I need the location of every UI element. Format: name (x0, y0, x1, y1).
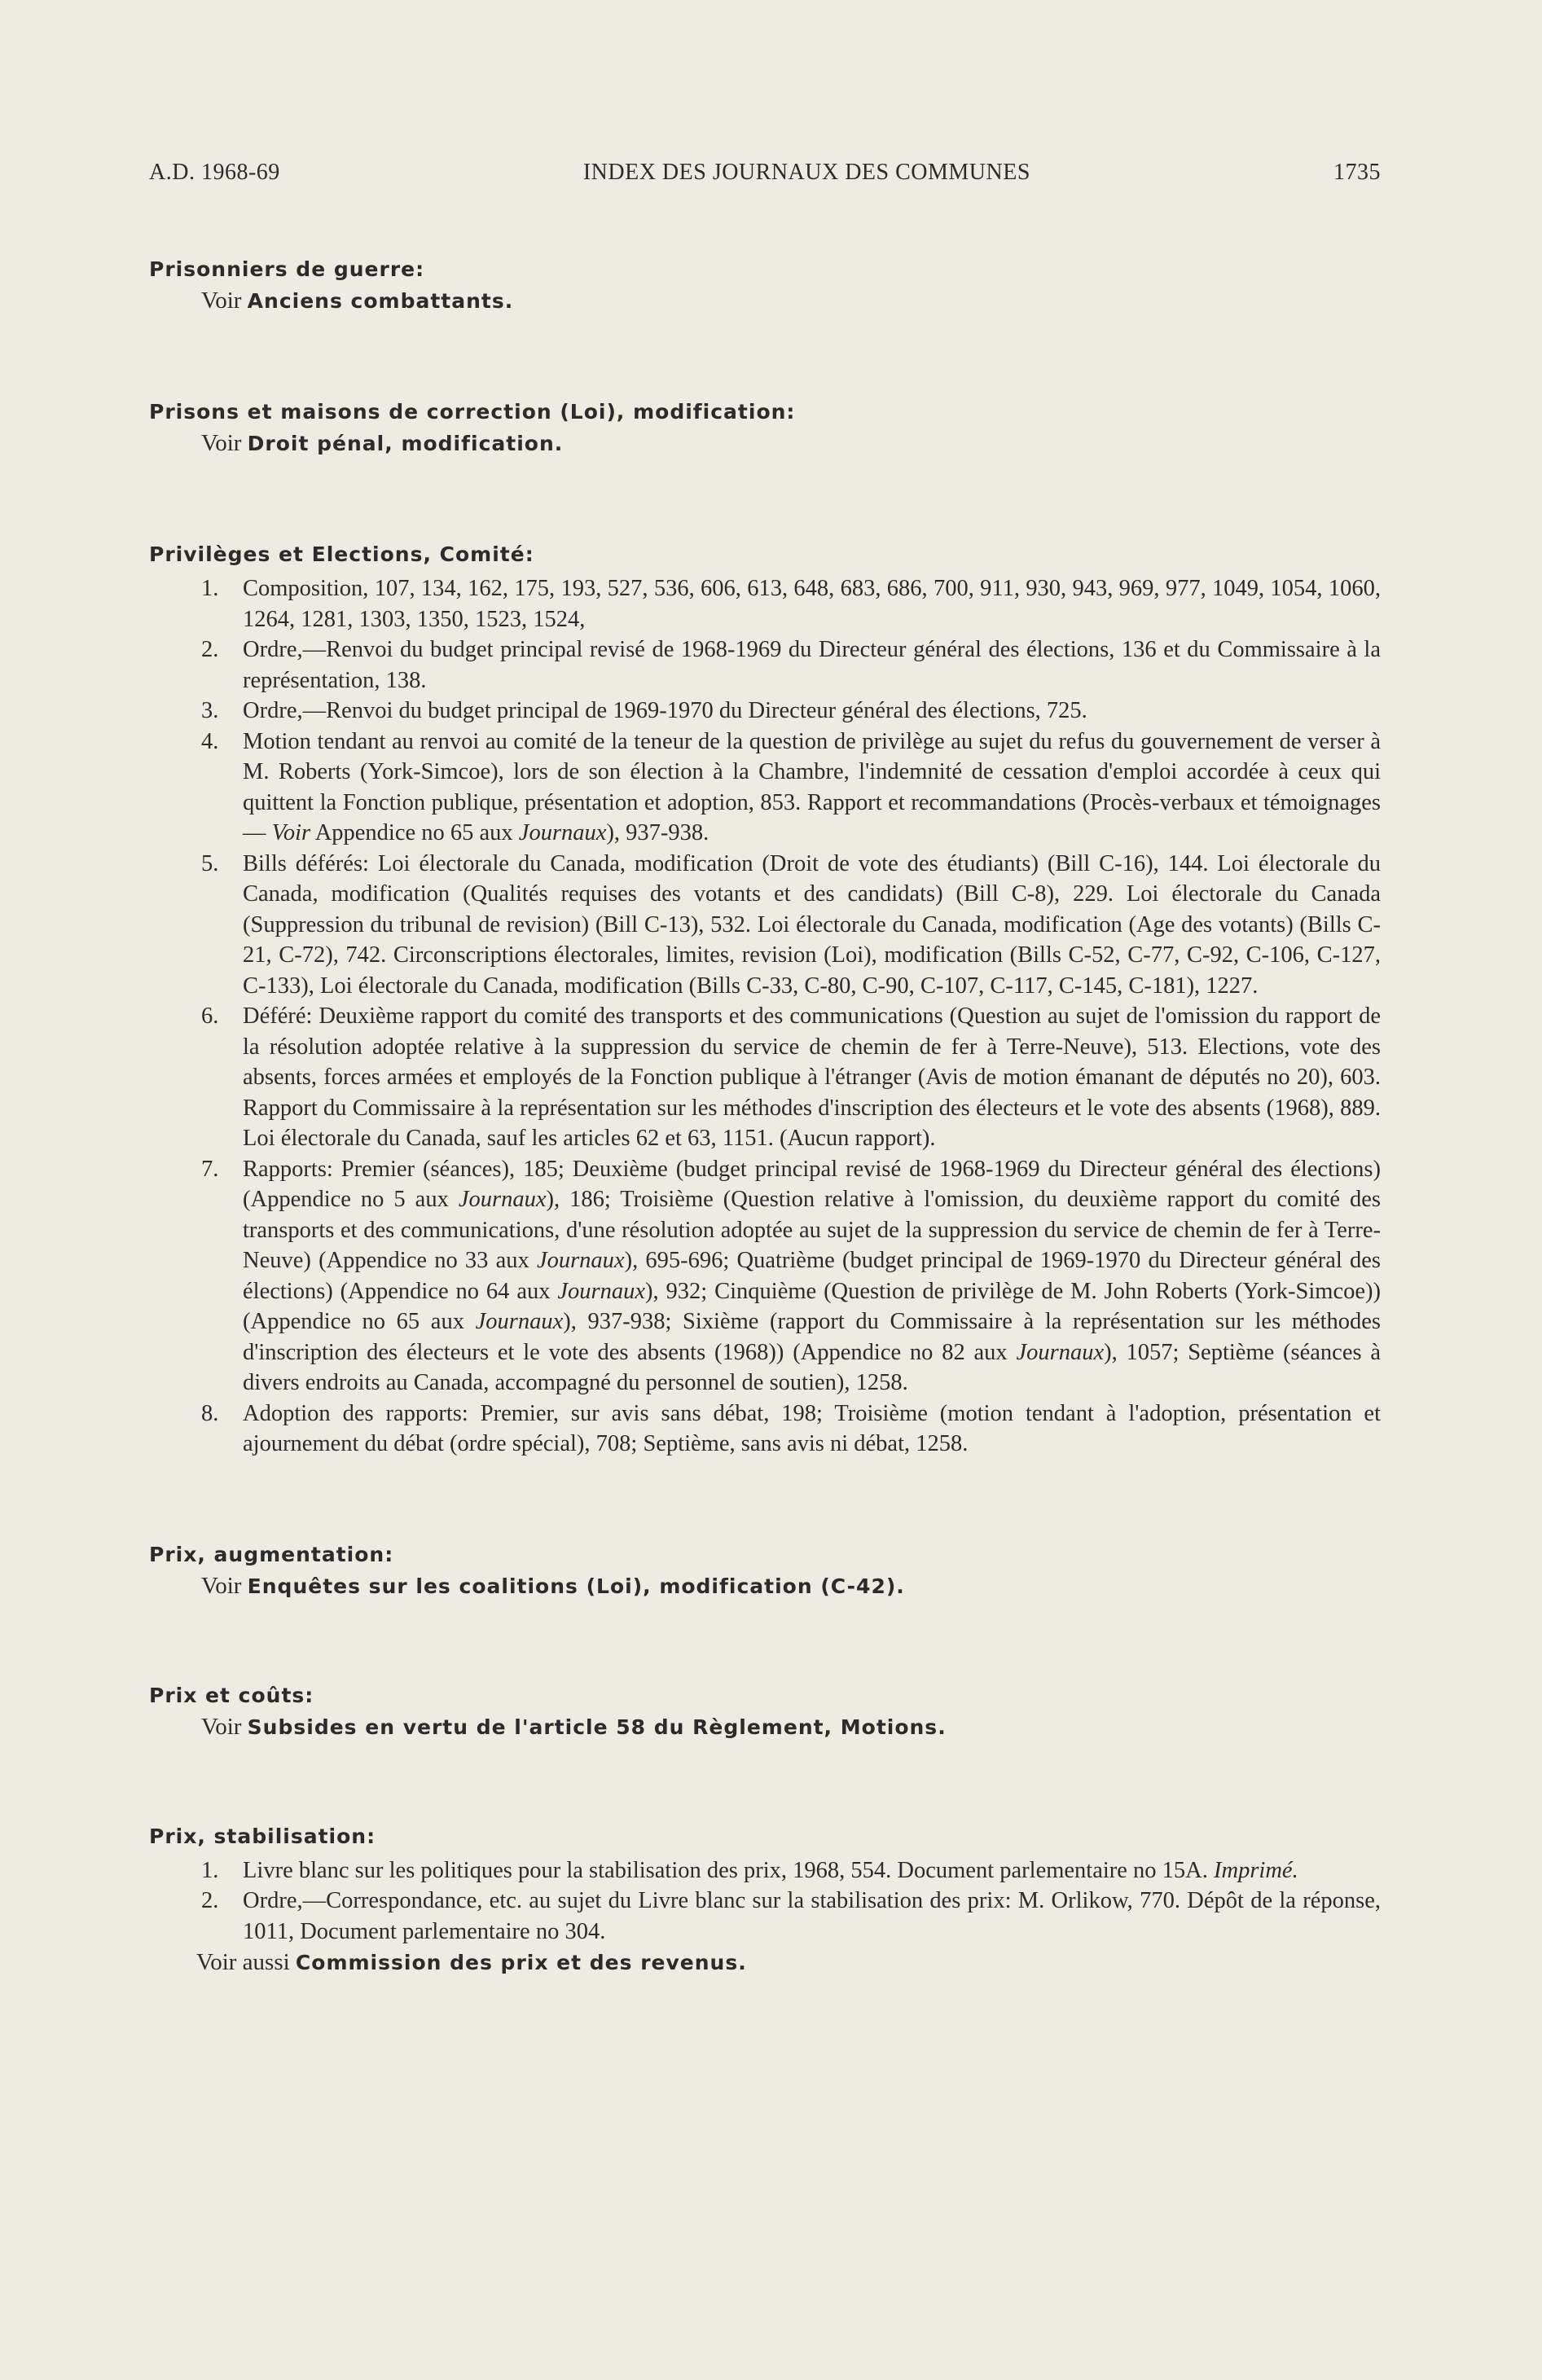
list-item: 7. Rapports: Premier (séances), 185; Deuxième (budget principal revisé de 1968-1969 du Directeur général des élections) (Appendice no 5 aux Journaux), 186; Troisième (Question relative à l'omission, du deuxième rapport du comité des transports et des communications, d'une résolution adoptée au sujet de la suppression du service de chemin de fer à Terre-Neuve) (Appendice no 33 aux Journaux), 695-696; Quatrième (budget principal de 1969-1970 du Directeur général des élections) (Appendice no 64 aux Journaux), 932; Cinquième (Question de privilège de M. John Roberts (York-Simcoe)) (Appendice no 65 aux Journaux), 937-938; Sixième (rapport du Commissaire à la représentation sur les méthodes d'inscription des électeurs et le vote des absents (1968)) (Appendice no 82 aux Journaux), 1057; Septième (séances à divers endroits au Canada, accompagné du personnel de soutien), 1258. (201, 1156, 1382, 1395)
cross-reference: Voir Anciens combattants. (201, 288, 514, 314)
header-year: A.D. 1968-69 (149, 160, 280, 185)
see-also-reference: Voir aussi Commission des prix et des revenus. (196, 1949, 747, 1975)
cross-reference-target: Droit pénal, modification. (247, 432, 564, 455)
entry-heading: Prix et coûts: (149, 1683, 314, 1707)
entry-heading: Prisonniers de guerre: (149, 257, 425, 281)
entry-prix-augmentation (149, 1539, 1381, 1602)
cross-reference: Voir Droit pénal, modification. (201, 430, 564, 456)
list-item: 1. Livre blanc sur les politiques pour la stabilisation des prix, 1968, 554. Document parlementaire no 15A. Imprimé. (201, 1857, 1298, 1883)
cross-reference-target: Subsides en vertu de l'article 58 du Règlement, Motions. (247, 1715, 947, 1739)
list-item: 4. Motion tendant au renvoi au comité de la teneur de la question de privilège au sujet du refus du gouvernement de verser à M. Roberts (York-Simcoe), lors de son élection à la Chambre, l'indemnité de cessation d'emploi accordée à ceux qui quittent la Fonction publique, présentation et adoption, 853. Rapport et recommandations (Procès-verbaux et témoignages — Voir Appendice no 65 aux Journaux), 937-938. (201, 728, 1381, 845)
entry-prix-stabilisation (149, 1821, 1381, 1979)
page-header (149, 160, 1381, 186)
list-item: 2. Ordre,—Correspondance, etc. au sujet du Livre blanc sur la stabilisation des prix: M. Orlikow, 770. Dépôt de la réponse, 1011, Document parlementaire no 304. (201, 1888, 1381, 1944)
cross-reference-target: Anciens combattants. (247, 289, 514, 313)
list-item: 6. Déféré: Deuxième rapport du comité des transports et des communications (Question au sujet de l'omission du rapport de la résolution adoptée relative à la suppression du service de chemin de fer à Terre-Neuve), 513. Elections, vote des absents, forces armées et employés de la Fonction publique à l'étranger (Avis de motion émanant de députés no 20), 603. Rapport du Commissaire à la représentation sur les méthodes d'inscription des électeurs et le vote des absents (1968), 889. Loi électorale du Canada, sauf les articles 62 et 63, 1151. (Aucun rapport). (201, 1003, 1381, 1151)
list-item: 3. Ordre,—Renvoi du budget principal de 1969-1970 du Directeur général des élections, 725. (201, 698, 1087, 723)
entry-prisonniers (149, 254, 1381, 317)
entry-heading: Prisons et maisons de correction (Loi), modification: (149, 400, 796, 424)
list-item: 5. Bills déférés: Loi électorale du Canada, modification (Droit de vote des étudiants) (Bill C-16), 144. Loi électorale du Canada, modification (Qualités requises des votants et des candidats) (Bill C-8), 229. Loi électorale du Canada (Suppression du tribunal de revision) (Bill C-13), 532. Loi électorale du Canada, modification (Age des votants) (Bills C-21, C-72), 742. Circonscriptions électorales, limites, revision (Loi), modification (Bills C-52, C-77, C-92, C-106, C-127, C-133), Loi électorale du Canada, modification (Bills C-33, C-80, C-90, C-107, C-117, C-145, C-181), 1227. (201, 850, 1381, 999)
entry-prisons (149, 397, 1381, 459)
cross-reference-target: Enquêtes sur les coalitions (Loi), modification (C-42). (247, 1574, 905, 1598)
entry-heading: Prix, augmentation: (149, 1542, 394, 1566)
entry-privileges (149, 539, 1381, 1460)
entry-heading: Prix, stabilisation: (149, 1824, 376, 1848)
cross-reference: Voir Subsides en vertu de l'article 58 du Règlement, Motions. (201, 1713, 947, 1740)
entry-item-list (149, 1855, 1381, 1947)
cross-reference-target: Commission des prix et des revenus. (295, 1951, 747, 1974)
index-content (149, 254, 1381, 2058)
cross-reference: Voir Enquêtes sur les coalitions (Loi), modification (C-42). (201, 1572, 905, 1599)
header-page-number: 1735 (1333, 160, 1381, 185)
list-item: 8. Adoption des rapports: Premier, sur avis sans débat, 198; Troisième (motion tendant à l'adoption, présentation et ajournement du débat (ordre spécial), 708; Septième, sans avis ni débat, 1258. (201, 1400, 1381, 1456)
list-item: 2. Ordre,—Renvoi du budget principal revisé de 1968-1969 du Directeur général des élections, 136 et du Commissaire à la représentation, 138. (201, 637, 1381, 693)
list-item: 1. Composition, 107, 134, 162, 175, 193, 527, 536, 606, 613, 648, 683, 686, 700, 911, 930, 943, 969, 977, 1049, 1054, 1060, 1264, 1281, 1303, 1350, 1523, 1524, (201, 576, 1381, 632)
entry-item-list (149, 573, 1381, 1460)
entry-prix-couts (149, 1680, 1381, 1743)
entry-heading: Privilèges et Elections, Comité: (149, 542, 534, 566)
header-title: INDEX DES JOURNAUX DES COMMUNES (582, 160, 1030, 185)
